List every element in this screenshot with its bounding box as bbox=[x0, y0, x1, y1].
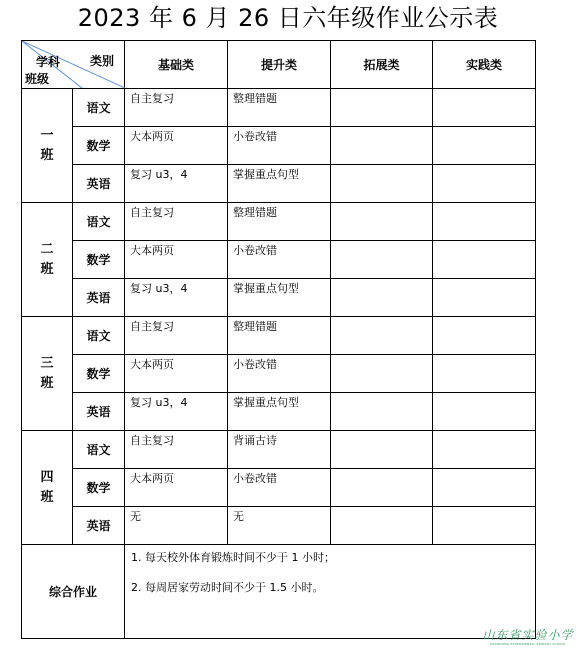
homework-cell: 自主复习 bbox=[125, 317, 228, 355]
subject-cell: 语文 bbox=[73, 317, 125, 355]
table-row bbox=[22, 431, 536, 469]
homework-cell bbox=[331, 469, 433, 507]
homework-cell: 自主复习 bbox=[125, 203, 228, 241]
class-name-cell bbox=[22, 317, 73, 431]
subject-cell: 英语 bbox=[73, 393, 125, 431]
homework-cell: 复习 u3，4 bbox=[125, 393, 228, 431]
subject-cell: 数学 bbox=[73, 355, 125, 393]
homework-cell bbox=[331, 127, 433, 165]
class-name-bottom: 班 bbox=[40, 375, 54, 391]
homework-cell bbox=[433, 165, 536, 203]
class-name-bottom: 班 bbox=[40, 489, 54, 505]
summary-row bbox=[22, 545, 536, 639]
homework-cell: 无 bbox=[228, 507, 331, 545]
homework-cell bbox=[331, 507, 433, 545]
homework-cell: 无 bbox=[125, 507, 228, 545]
homework-cell: 背诵古诗 bbox=[228, 431, 331, 469]
class-name-cell bbox=[22, 203, 73, 317]
homework-cell bbox=[331, 89, 433, 127]
class-name-bottom: 班 bbox=[40, 261, 54, 277]
summary-item: 2. 每周居家劳动时间不少于 1.5 小时。 bbox=[131, 581, 324, 594]
class-name-top: 三 bbox=[40, 355, 54, 371]
table-row bbox=[22, 507, 536, 545]
homework-cell: 大本两页 bbox=[125, 127, 228, 165]
subject-cell: 英语 bbox=[73, 507, 125, 545]
subject-cell: 语文 bbox=[73, 431, 125, 469]
homework-cell bbox=[433, 203, 536, 241]
column-header-practice: 实践类 bbox=[433, 41, 536, 89]
table-row bbox=[22, 127, 536, 165]
class-label: 班级 bbox=[25, 72, 50, 86]
homework-cell: 小卷改错 bbox=[228, 241, 331, 279]
subject-cell: 数学 bbox=[73, 127, 125, 165]
homework-cell bbox=[433, 279, 536, 317]
homework-table bbox=[21, 40, 536, 639]
table-row bbox=[22, 165, 536, 203]
class-name-top: 一 bbox=[40, 127, 54, 143]
homework-cell: 整理错题 bbox=[228, 203, 331, 241]
logo-text-en: SHANDONG EXPERIMENTAL PRIMARY SCHOOL bbox=[489, 642, 567, 646]
category-label: 类别 bbox=[89, 54, 114, 68]
page-title: 2023 年 6 月 26 日六年级作业公示表 bbox=[77, 4, 499, 32]
table-row bbox=[22, 241, 536, 279]
school-logo bbox=[482, 628, 574, 647]
class-name-cell bbox=[22, 89, 73, 203]
subject-cell: 语文 bbox=[73, 89, 125, 127]
homework-cell: 小卷改错 bbox=[228, 469, 331, 507]
table-row bbox=[22, 355, 536, 393]
subject-cell: 英语 bbox=[73, 165, 125, 203]
homework-cell bbox=[433, 469, 536, 507]
homework-cell bbox=[433, 127, 536, 165]
column-header-advanced: 提升类 bbox=[228, 41, 331, 89]
homework-cell: 自主复习 bbox=[125, 431, 228, 469]
table-row bbox=[22, 469, 536, 507]
homework-cell: 掌握重点句型 bbox=[228, 165, 331, 203]
homework-cell bbox=[433, 241, 536, 279]
homework-cell bbox=[433, 507, 536, 545]
class-name-top: 四 bbox=[40, 469, 54, 485]
column-header-basic: 基础类 bbox=[125, 41, 228, 89]
homework-cell: 复习 u3，4 bbox=[125, 165, 228, 203]
subject-label: 学科 bbox=[36, 55, 61, 69]
homework-cell: 小卷改错 bbox=[228, 355, 331, 393]
homework-cell: 掌握重点句型 bbox=[228, 393, 331, 431]
logo-text-cn: 山东省实验小学 bbox=[482, 628, 574, 642]
subject-cell: 数学 bbox=[73, 241, 125, 279]
subject-cell: 英语 bbox=[73, 279, 125, 317]
class-name-bottom: 班 bbox=[40, 147, 54, 163]
homework-cell: 自主复习 bbox=[125, 89, 228, 127]
homework-cell bbox=[433, 89, 536, 127]
diagonal-header-cell bbox=[22, 41, 125, 89]
table-row bbox=[22, 203, 536, 241]
homework-cell bbox=[331, 279, 433, 317]
homework-cell bbox=[331, 317, 433, 355]
homework-cell bbox=[331, 203, 433, 241]
homework-cell: 整理错题 bbox=[228, 89, 331, 127]
class-name-top: 二 bbox=[40, 241, 54, 257]
homework-cell bbox=[433, 355, 536, 393]
homework-cell: 小卷改错 bbox=[228, 127, 331, 165]
homework-cell: 大本两页 bbox=[125, 469, 228, 507]
homework-cell bbox=[331, 165, 433, 203]
homework-cell bbox=[331, 241, 433, 279]
table-row bbox=[22, 393, 536, 431]
summary-content bbox=[125, 545, 536, 639]
column-header-extension: 拓展类 bbox=[331, 41, 433, 89]
homework-cell bbox=[433, 317, 536, 355]
table-row bbox=[22, 89, 536, 127]
homework-cell: 复习 u3，4 bbox=[125, 279, 228, 317]
homework-cell: 大本两页 bbox=[125, 241, 228, 279]
homework-cell: 大本两页 bbox=[125, 355, 228, 393]
homework-cell bbox=[331, 355, 433, 393]
homework-cell bbox=[331, 431, 433, 469]
homework-cell bbox=[433, 393, 536, 431]
subject-cell: 数学 bbox=[73, 469, 125, 507]
homework-cell bbox=[331, 393, 433, 431]
homework-cell: 整理错题 bbox=[228, 317, 331, 355]
homework-cell: 掌握重点句型 bbox=[228, 279, 331, 317]
table-row bbox=[22, 317, 536, 355]
homework-cell bbox=[433, 431, 536, 469]
header-row bbox=[22, 41, 536, 89]
table-row bbox=[22, 279, 536, 317]
class-name-cell bbox=[22, 431, 73, 545]
summary-label: 综合作业 bbox=[22, 545, 125, 639]
summary-item: 1. 每天校外体育锻炼时间不少于 1 小时； bbox=[131, 551, 335, 564]
subject-cell: 语文 bbox=[73, 203, 125, 241]
